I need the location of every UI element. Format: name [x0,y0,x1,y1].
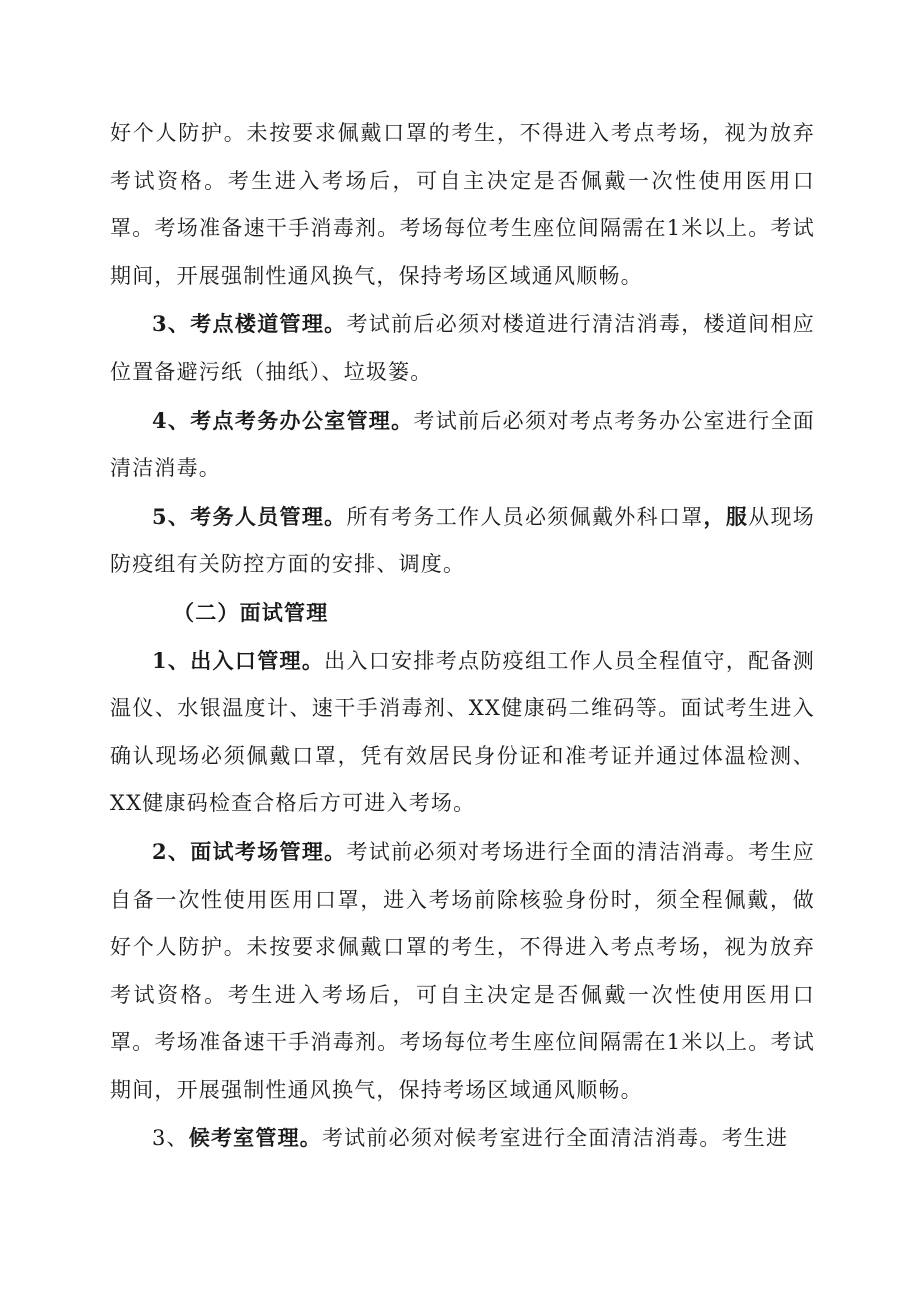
paragraph-office-management [110,397,815,493]
paragraph-text: 考试前必须对候考室进行全面清洁消毒。考生进 [321,1126,789,1151]
paragraph-lead: 2、面试考场管理。 [152,838,347,864]
paragraph-text: 考试前后必须对考点考务办公室进行全面清洁消毒。 [110,408,815,481]
paragraph-stairway-management [110,300,815,396]
paragraph-lead: 3、考点楼道管理。 [152,311,347,337]
paragraph-staff-management [110,493,815,589]
paragraph-text: 考试前后必须对楼道进行清洁消毒，楼道间相应位置备避污纸（抽纸）、垃圾篓。 [110,312,815,384]
paragraph-waiting-room-management [110,1114,815,1163]
paragraph-text: 所有考务工作人员必须佩戴外科口罩 [346,504,704,529]
paragraph-entrance-management [110,637,815,828]
paragraph-bold-fragment: ，服 [703,503,749,529]
paragraph-text: 考试前必须对考场进行全面的清洁消毒。考生应自备一次性使用医用口罩，进入考场前除核验身份时，须全程佩戴，做好个人防护。未按要求佩戴口罩的考生，不得进入考点考场，视为放弃考试资格。考生进入考场后，可自主决定是否佩戴一次性使用医用口罩。考场准备速干手消毒剂。考场每位考生座位间隔需在1米以上。考试期间，开展强制性通风换气，保持考场区域通风顺畅。 [110,839,815,1102]
paragraph-text: 出入口安排考点防疫组工作人员全程值守，配备测温仪、水银温度计、速干手消毒剂、XX健康码二维码等。面试考生进入确认现场必须佩戴口罩，凭有效居民身份证和准考证并通过体温检测、XX健康码检查合格后方可进入考场。 [110,648,815,816]
paragraph-lead: 4、考点考务办公室管理。 [152,407,414,433]
paragraph-exam-room-management [110,828,815,1115]
paragraph-lead: 5、考务人员管理。 [152,503,347,529]
paragraph-text: 好个人防护。未按要求佩戴口罩的考生，不得进入考点考场，视为放弃考试资格。考生进入考场后，可自主决定是否佩戴一次性使用医用口罩。考场准备速干手消毒剂。考场每位考生座位间隔需在1米以上。考试期间，开展强制性通风换气，保持考场区域通风顺畅。 [110,121,815,288]
paragraph-lead: 1、出入口管理。 [152,647,325,673]
paragraph-text-continued: 从现场防疫组有关防控方面的安排、调度。 [110,504,816,577]
paragraph-lead: 候考室管理。 [188,1125,322,1151]
paragraph-continued [110,110,815,300]
document-body [110,110,815,1163]
section-heading-interview: （二）面试管理 [173,599,329,625]
paragraph-lead-number: 3、 [152,1126,189,1151]
